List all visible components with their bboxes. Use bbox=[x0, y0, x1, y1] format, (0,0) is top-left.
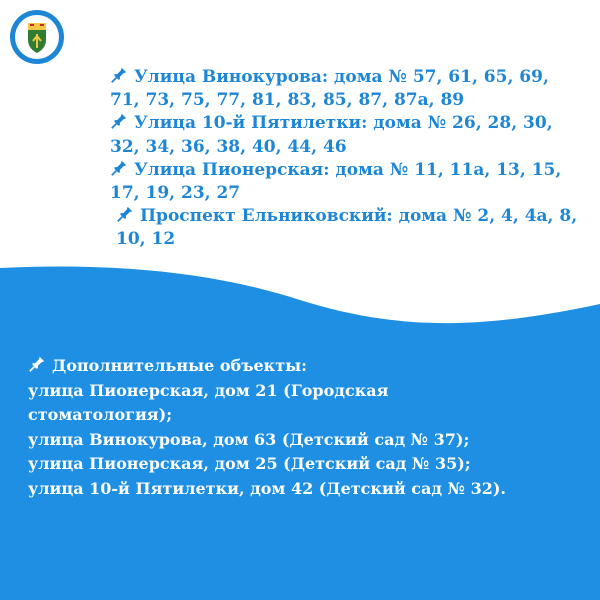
additional-line: стоматология); bbox=[28, 405, 173, 424]
street-text: Улица Пионерская: дома № 11, 11а, 13, 15, 17, 19, 23, 27 bbox=[110, 159, 562, 204]
pushpin-icon bbox=[110, 66, 128, 84]
pushpin-icon bbox=[110, 159, 128, 177]
streets-list bbox=[110, 66, 580, 252]
additional-title-text: Дополнительные объекты: bbox=[52, 356, 308, 375]
additional-line: улица Пионерская, дом 25 (Детский сад № 35); bbox=[28, 454, 471, 473]
additional-title bbox=[28, 354, 588, 379]
street-item-pionerskaya bbox=[110, 159, 580, 205]
street-item-10-pyatiletki bbox=[110, 112, 580, 158]
additional-objects bbox=[28, 354, 588, 501]
pushpin-icon bbox=[28, 355, 46, 373]
additional-line: улица 10-й Пятилетки, дом 42 (Детский сад № 32). bbox=[28, 478, 506, 498]
pushpin-icon bbox=[110, 112, 128, 130]
street-item-vinokurova bbox=[110, 66, 580, 112]
additional-line: улица Винокурова, дом 63 (Детский сад № 37); bbox=[28, 429, 470, 449]
street-item-elnikovsky bbox=[110, 205, 580, 251]
street-text: Улица Винокурова: дома № 57, 61, 65, 69, 71, 73, 75, 77, 81, 83, 85, 87, 87а, 89 bbox=[110, 67, 549, 111]
additional-line: улица Пионерская, дом 21 (Городская bbox=[28, 380, 389, 400]
street-text: Улица 10-й Пятилетки: дома № 26, 28, 30, 32, 34, 36, 38, 40, 44, 46 bbox=[110, 113, 553, 157]
pushpin-icon bbox=[116, 205, 134, 223]
coat-of-arms-icon bbox=[8, 8, 66, 66]
street-text: Проспект Ельниковский: дома № 2, 4, 4а, 8, 10, 12 bbox=[116, 206, 578, 250]
